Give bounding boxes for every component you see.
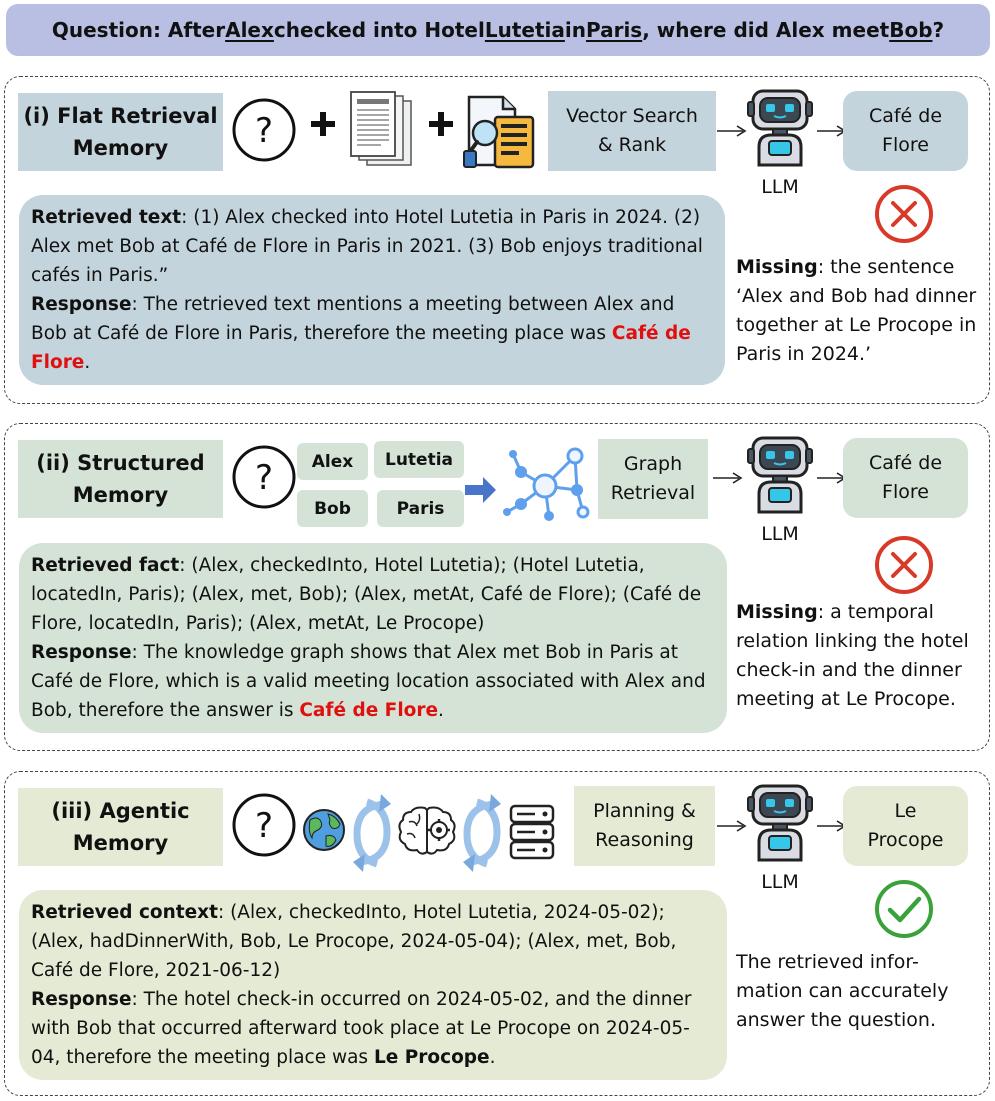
robot-icon (747, 782, 813, 862)
globe-icon (302, 808, 346, 852)
retrieved-text: : (Alex, checkedInto, Hotel Lutetia, 2024-05-02); (Alex, hadDinnerWith, Bob, Le Procope, 2024-05-04); (Alex, met, Bob, Café de Flore, 2021-06-12) (31, 902, 677, 981)
success-note (736, 948, 981, 1035)
question-mid-2: in (564, 18, 586, 42)
response-label: Response (31, 294, 132, 315)
plus-icon (427, 110, 455, 138)
document-search-icon (463, 95, 535, 171)
panel-title-line-1: (i) Flat Retrieval (23, 104, 218, 128)
note-text: : the sentence ‘Alex and Bob had dinner together at Le Procope in Paris in 2024.’ (736, 256, 977, 365)
question-prefix: Question: After (51, 18, 226, 42)
method-line-2: & Rank (597, 134, 667, 156)
retrieved-box (19, 543, 727, 733)
missing-note (736, 598, 981, 714)
brain-icon (397, 804, 457, 858)
entity-tag-bob: Bob (297, 490, 368, 527)
note-label: Missing (736, 256, 818, 278)
question-mid-1: checked into Hotel (273, 18, 485, 42)
check-icon (873, 878, 935, 940)
cycle-arrows-icon (461, 788, 503, 878)
cycle-arrows-icon (351, 788, 393, 878)
database-icon (509, 804, 555, 860)
panel-title-line-1: (iii) Agentic (51, 799, 190, 823)
response-answer: Café de Flore (299, 700, 439, 721)
response-label: Response (31, 642, 132, 663)
retrieved-text: : (1) Alex checked into Hotel Lutetia in Paris in 2024. (2) Alex met Bob at Café de Flore in Paris in 2021. (3) Bob enjoys traditional cafés in Paris.” (31, 207, 703, 286)
panel-title-line-2: Memory (72, 136, 169, 160)
answer-line-1: Le (894, 800, 917, 822)
entity-tag-alex: Alex (297, 443, 368, 480)
answer-line-2: Procope (867, 829, 944, 851)
knowledge-graph-icon (499, 442, 591, 526)
method-line-1: Graph (623, 453, 683, 475)
method-box (598, 439, 708, 519)
llm-label: LLM (761, 523, 799, 545)
answer-line-2: Flore (882, 481, 929, 503)
note-label: Missing (736, 601, 818, 623)
retrieved-label: Retrieved context (31, 902, 218, 923)
arrow-right-icon (717, 818, 747, 834)
question-entity-bob: Bob (889, 18, 933, 42)
retrieved-box (19, 195, 725, 385)
robot-icon (747, 87, 813, 167)
response-end: . (84, 352, 91, 373)
missing-note (736, 253, 981, 369)
question-mid-3: , where did Alex meet (642, 18, 890, 42)
method-box (548, 91, 716, 171)
arrow-right-icon (717, 123, 747, 139)
answer-line-1: Café de (868, 452, 943, 474)
retrieved-box (19, 890, 727, 1080)
retrieved-label: Retrieved fact (31, 555, 180, 576)
response-text: : The hotel check-in occurred on 2024-05-02, and the dinner with Bob that occurred afterward took place at Le Procope on 2024-05-04, therefore the meeting place was (31, 989, 692, 1068)
note-text: : a temporal relation linking the hotel check-in and the dinner meeting at Le Procope. (736, 601, 969, 710)
panel-title (18, 93, 223, 171)
robot-icon (747, 434, 813, 514)
question-banner (6, 4, 990, 56)
method-box (574, 786, 715, 866)
cross-icon (873, 534, 935, 596)
flat-retrieval-panel (4, 76, 990, 404)
structured-memory-panel (4, 423, 990, 751)
retrieved-label: Retrieved text (31, 207, 182, 228)
retrieved-text: : (Alex, checkedInto, Hotel Lutetia); (Hotel Lutetia, locatedIn, Paris); (Alex, met, Bob); (Alex, metAt, Café de Flore); (Café de Flore, locatedIn, Paris); (Alex, metAt, Le Procope) (31, 555, 702, 634)
note-text: The retrieved infor-mation can accurately answer the question. (736, 951, 949, 1031)
response-text: : The knowledge graph shows that Alex met Bob in Paris at Café de Flore, which is a valid meeting location associated with Alex and Bob, therefore the answer is (31, 642, 706, 721)
answer-box (843, 438, 968, 518)
panel-title-line-2: Memory (72, 831, 169, 855)
question-icon (231, 792, 297, 858)
panel-title (18, 788, 223, 866)
panel-title-line-2: Memory (72, 483, 169, 507)
answer-line-1: Café de (868, 105, 943, 127)
response-end: . (489, 1047, 496, 1068)
response-label: Response (31, 989, 132, 1010)
question-icon (231, 444, 297, 510)
panel-title-line-1: (ii) Structured (36, 451, 205, 475)
plus-icon (309, 110, 337, 138)
documents-icon (349, 91, 415, 171)
llm-label: LLM (761, 176, 799, 198)
question-suffix: ? (932, 18, 945, 42)
cross-icon (873, 183, 935, 245)
entity-tag-paris: Paris (377, 490, 464, 527)
response-end: . (438, 700, 444, 721)
response-answer: Le Procope (373, 1047, 490, 1068)
answer-box (843, 786, 968, 866)
response-text: : The retrieved text mentions a meeting between Alex and Bob at Café de Flore in Paris, therefore the meeting place was (31, 294, 675, 344)
arrow-right-icon (465, 476, 497, 504)
method-line-2: Retrieval (610, 482, 696, 504)
question-entity-alex: Alex (225, 18, 274, 42)
question-entity-lutetia: Lutetia (484, 18, 565, 42)
method-line-1: Planning & (593, 800, 696, 822)
answer-box (843, 91, 968, 171)
llm-label: LLM (761, 871, 799, 893)
panel-title (18, 440, 223, 518)
agentic-memory-panel (4, 771, 990, 1096)
method-line-1: Vector Search (566, 105, 698, 127)
response-answer: Café de Flore (31, 323, 691, 373)
entity-tag-lutetia: Lutetia (374, 441, 464, 478)
method-line-2: Reasoning (595, 829, 694, 851)
answer-line-2: Flore (882, 134, 929, 156)
question-entity-paris: Paris (585, 18, 643, 42)
question-icon (231, 97, 297, 163)
arrow-right-icon (713, 470, 743, 486)
